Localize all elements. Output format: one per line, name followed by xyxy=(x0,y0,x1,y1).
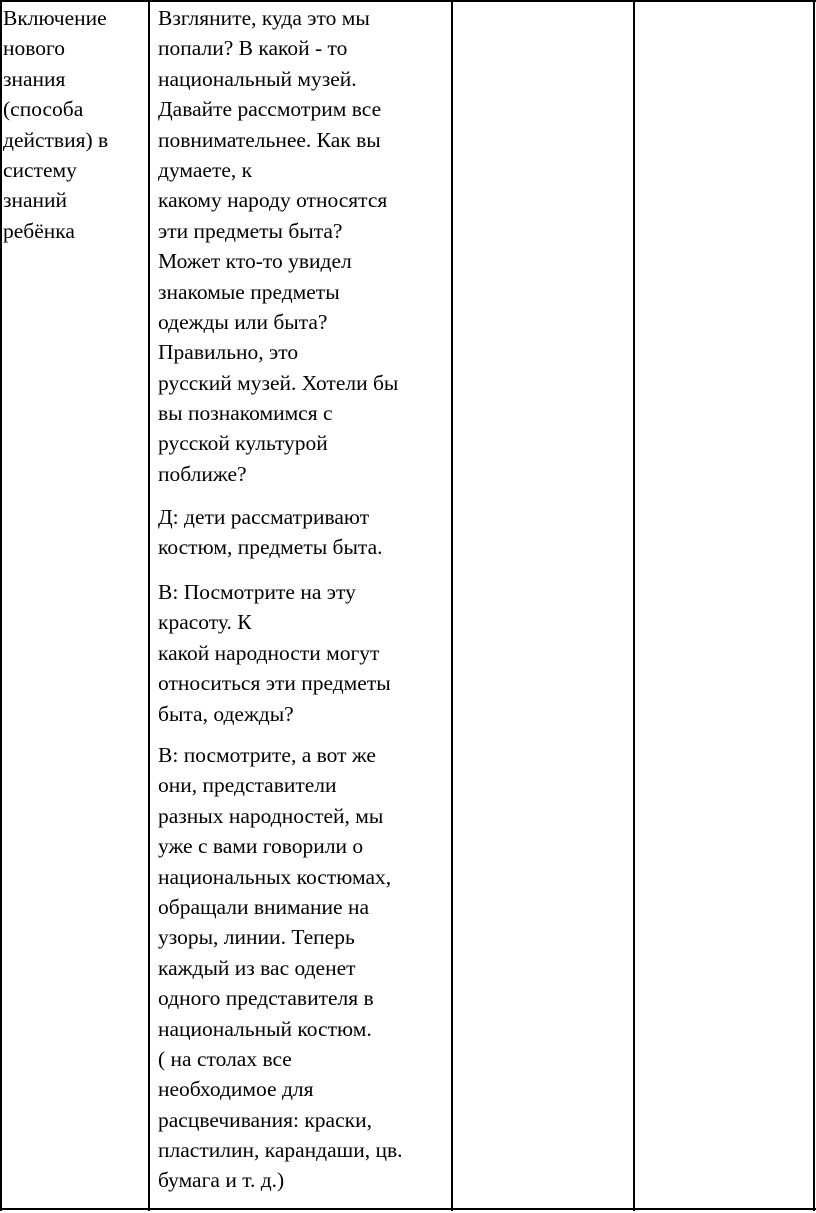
text-line: знакомые предметы xyxy=(158,279,340,304)
text-line: поближе? xyxy=(158,461,247,486)
text-line: знания xyxy=(3,66,66,91)
text-line: одного представителя в xyxy=(158,986,374,1011)
text-line: ( на столах все xyxy=(158,1046,292,1071)
text-line: Взгляните, куда это мы xyxy=(158,6,370,30)
text-line: какому народу относятся xyxy=(158,188,388,213)
text-line: Правильно, это xyxy=(158,340,299,365)
text-line: они, представители xyxy=(158,773,337,798)
text-line: нового xyxy=(3,36,66,61)
text-line: русский музей. Хотели бы xyxy=(158,370,399,395)
text-line: Давайте рассмотрим все xyxy=(158,97,382,122)
text-line: каждый из вас оденет xyxy=(158,955,356,980)
text-line: разных народностей, мы xyxy=(158,803,384,828)
text-line: костюм, предметы быта. xyxy=(158,535,383,560)
table-left-border xyxy=(0,0,2,1211)
text-line: расцвечивания: краски, xyxy=(158,1107,372,1132)
empty-cell xyxy=(453,0,633,1208)
text-line: действия) в xyxy=(3,127,109,152)
text-line: одежды или быта? xyxy=(158,309,328,334)
text-line: русской культурой xyxy=(158,431,328,456)
text-line: обращали внимание на xyxy=(158,894,370,919)
text-line: систему xyxy=(3,157,77,182)
text-line: национальных костюмах, xyxy=(158,864,392,889)
stage-text xyxy=(3,3,108,246)
text-line: вы познакомимся с xyxy=(158,401,333,426)
content-paragraph xyxy=(158,740,403,1196)
text-line: узоры, линии. Теперь xyxy=(158,925,355,950)
text-line: необходимое для xyxy=(158,1077,314,1102)
text-line: повнимательнее. Как вы xyxy=(158,127,381,152)
text-line: бумага и т. д.) xyxy=(158,1168,285,1193)
empty-cell xyxy=(635,0,813,1208)
text-line: знаний xyxy=(3,188,68,213)
text-line: красоту. К xyxy=(158,610,252,635)
content-paragraph xyxy=(158,577,391,729)
text-line: В: Посмотрите на эту xyxy=(158,580,356,604)
text-line: эти предметы быта? xyxy=(158,218,343,243)
text-line: В: посмотрите, а вот же xyxy=(158,743,376,767)
text-line: ребёнка xyxy=(3,218,75,243)
text-line: национальный костюм. xyxy=(158,1016,372,1041)
text-line: Д: дети рассматривают xyxy=(158,505,370,529)
text-line: национальный музей. xyxy=(158,66,357,91)
text-line: относиться эти предметы xyxy=(158,671,391,696)
text-line: (способа xyxy=(3,97,84,122)
content-paragraph xyxy=(158,3,398,489)
text-line: думаете, к xyxy=(158,157,253,182)
text-line: какой народности могут xyxy=(158,640,380,665)
text-line: уже с вами говорили о xyxy=(158,834,364,859)
text-line: попали? В какой - то xyxy=(158,36,348,61)
text-line: пластилин, карандаши, цв. xyxy=(158,1138,403,1163)
text-line: быта, одежды? xyxy=(158,701,294,726)
table-bottom-border xyxy=(0,1208,816,1210)
text-line: Включение xyxy=(3,6,107,30)
text-line: Может кто-то увидел xyxy=(158,249,352,274)
content-paragraph xyxy=(158,502,383,563)
column-divider xyxy=(148,0,150,1211)
table-right-border xyxy=(813,0,815,1211)
